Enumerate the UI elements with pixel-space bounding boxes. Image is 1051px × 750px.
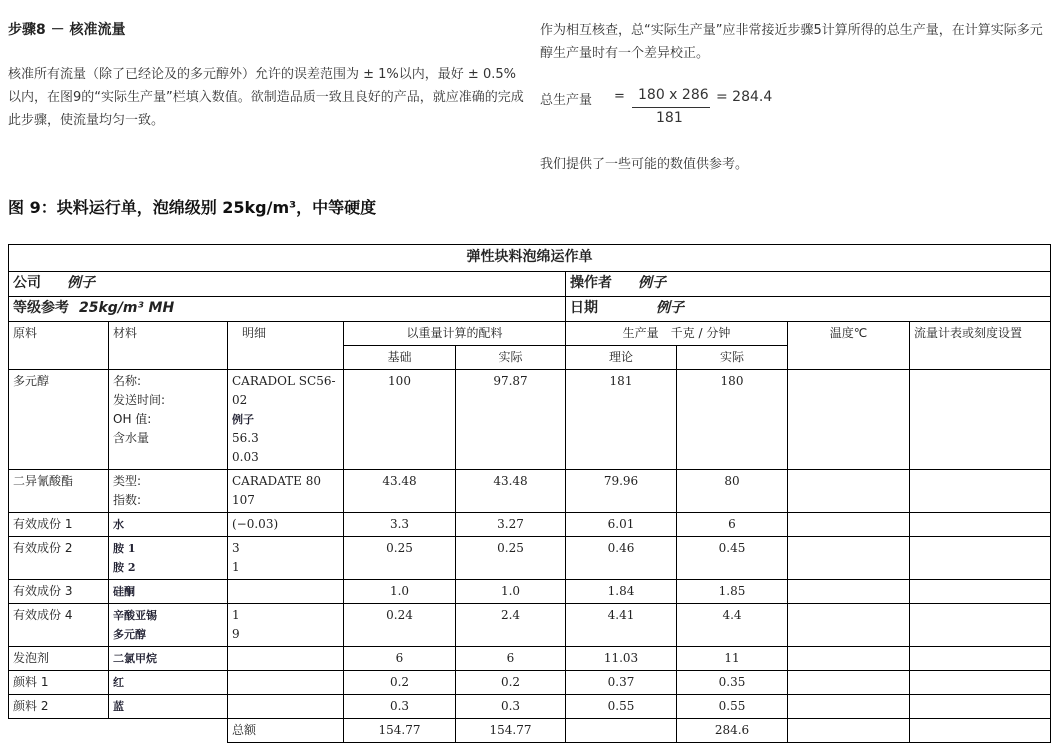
temperature-cell [788,671,910,695]
material-line: 含水量 [113,431,150,445]
total-actual: 154.77 [456,719,566,743]
grade-cell [9,297,566,322]
base-cell: 1.0 [344,580,456,604]
actual-output-cell: 1.85 [677,580,788,604]
base-cell: 43.48 [344,470,456,513]
grade-value: 25kg/m³ MH [79,300,175,316]
total-output-formula [540,86,840,130]
reference-note: 我们提供了一些可能的数值供参考。 [540,157,749,172]
table-row [9,580,1051,604]
theory-cell: 11.03 [566,647,677,671]
material-line: 胺 2 [113,561,136,574]
detail-line: (−0.03) [232,517,279,531]
total-temperature [788,719,910,743]
material-cell [109,470,228,513]
total-row [9,719,1051,743]
detail-cell [228,513,344,537]
raw-material-cell: 有效成份 1 [9,513,109,537]
temperature-cell [788,580,910,604]
formula-numerator: 180 x 286 [638,87,709,103]
material-cell [109,580,228,604]
material-cell [109,513,228,537]
blank-cell [109,719,228,743]
detail-line: CARADATE 80 [232,474,322,488]
actual-cell: 6 [456,647,566,671]
detail-cell [228,604,344,647]
detail-cell [228,671,344,695]
material-line: 胺 1 [113,542,136,555]
base-cell: 3.3 [344,513,456,537]
table-row [9,370,1051,470]
theory-cell: 1.84 [566,580,677,604]
theory-cell: 6.01 [566,513,677,537]
actual-cell: 0.25 [456,537,566,580]
actual-cell: 43.48 [456,470,566,513]
theory-cell: 0.46 [566,537,677,580]
table-row [9,470,1051,513]
theory-cell: 4.41 [566,604,677,647]
detail-line: 56.3 [232,431,259,445]
detail-line: 1 [232,560,240,574]
raw-material-cell: 颜料 2 [9,695,109,719]
material-line: 类型: [113,474,142,488]
temperature-cell [788,604,910,647]
actual-output-cell: 6 [677,513,788,537]
fraction-bar [632,107,710,108]
raw-material-cell: 有效成份 4 [9,604,109,647]
theory-cell: 79.96 [566,470,677,513]
table-row [9,513,1051,537]
formula-equals: = [614,89,625,104]
raw-material-cell: 发泡剂 [9,647,109,671]
theory-cell: 181 [566,370,677,470]
meter-setting-cell [910,604,1051,647]
detail-line: CARADOL SC56-02 [232,374,336,407]
temperature-cell [788,537,910,580]
raw-material-cell: 有效成份 2 [9,537,109,580]
company-label: 公司 [13,275,41,291]
total-actual-output: 284.6 [677,719,788,743]
actual-output-cell: 0.45 [677,537,788,580]
actual-cell: 0.3 [456,695,566,719]
detail-line: 3 [232,541,240,555]
base-cell: 6 [344,647,456,671]
detail-cell [228,370,344,470]
header-base: 基础 [344,346,456,370]
material-cell [109,671,228,695]
table-row [9,604,1051,647]
table-row [9,671,1051,695]
calibration-paragraph: 核准所有流量（除了已经论及的多元醇外）允许的误差范围为 ± 1%以内，最好 ± 0.5%以内，在图9的“实际生产量”栏填入数值。欲制造品质一致且良好的产品，就应准确的完成此步骤，使流量均匀一致。 [8,67,524,128]
material-line: 发送时间: [113,393,166,407]
temperature-cell [788,695,910,719]
base-cell: 0.2 [344,671,456,695]
detail-line: 0.03 [232,450,259,464]
total-label: 总额 [228,719,344,743]
meter-setting-cell [910,513,1051,537]
material-line: 多元醇 [113,628,146,641]
table-row [9,647,1051,671]
actual-output-cell: 11 [677,647,788,671]
detail-line: 107 [232,493,255,507]
temperature-cell [788,513,910,537]
figure-title: 图 9：块料运行单，泡绵级别 25kg/m³，中等硬度 [8,198,377,217]
column-header-row [9,322,1051,346]
material-cell [109,695,228,719]
header-temp: 温度℃ [788,322,910,370]
theory-cell: 0.37 [566,671,677,695]
actual-output-cell: 0.55 [677,695,788,719]
actual-output-cell: 0.35 [677,671,788,695]
total-base: 154.77 [344,719,456,743]
material-line: 辛酸亚锡 [113,609,157,622]
formula-label: 总生产量 [540,93,593,108]
block-run-sheet [8,244,1051,743]
meter-setting-cell [910,537,1051,580]
company-cell [9,272,566,297]
raw-material-cell: 颜料 1 [9,671,109,695]
company-row [9,272,1051,297]
actual-cell: 2.4 [456,604,566,647]
header-detail: 明细 [228,322,344,370]
base-cell: 100 [344,370,456,470]
detail-line: 例子 [232,413,254,426]
header-output: 生产量 千克 / 分钟 [566,322,788,346]
detail-cell [228,470,344,513]
material-line: 指数: [113,493,142,507]
company-value: 例子 [67,275,95,291]
theory-cell: 0.55 [566,695,677,719]
operator-value: 例子 [638,275,666,291]
meter-setting-cell [910,695,1051,719]
actual-output-cell: 4.4 [677,604,788,647]
blank-cell [9,719,109,743]
meter-setting-cell [910,580,1051,604]
detail-line: 9 [232,627,240,641]
sheet-title: 弹性块料泡绵运作单 [9,245,1051,272]
operator-cell [566,272,1051,297]
table-row [9,537,1051,580]
table-row [9,695,1051,719]
formula-denominator: 181 [656,110,683,126]
total-meter [910,719,1051,743]
material-cell [109,604,228,647]
actual-cell: 97.87 [456,370,566,470]
meter-setting-cell [910,370,1051,470]
detail-cell [228,580,344,604]
material-line: 红 [113,676,124,689]
header-actual: 实际 [456,346,566,370]
temperature-cell [788,470,910,513]
temperature-cell [788,647,910,671]
detail-cell [228,695,344,719]
meter-setting-cell [910,647,1051,671]
material-line: OH 值: [113,412,152,426]
header-material: 材料 [109,322,228,370]
raw-material-cell: 二异氰酸酯 [9,470,109,513]
date-value: 例子 [656,300,684,316]
detail-cell [228,537,344,580]
raw-material-cell: 有效成份 3 [9,580,109,604]
material-cell [109,370,228,470]
material-line: 水 [113,518,124,531]
formula-result: = 284.4 [716,89,773,105]
actual-cell: 3.27 [456,513,566,537]
temperature-cell [788,370,910,470]
actual-cell: 1.0 [456,580,566,604]
detail-line: 1 [232,608,240,622]
material-cell [109,647,228,671]
material-line: 名称: [113,374,142,388]
actual-output-cell: 80 [677,470,788,513]
header-meter: 流量计表或刻度设置 [910,322,1051,370]
actual-output-cell: 180 [677,370,788,470]
grade-row [9,297,1051,322]
material-cell [109,537,228,580]
raw-material-cell: 多元醇 [9,370,109,470]
header-raw: 原料 [9,322,109,370]
actual-cell: 0.2 [456,671,566,695]
operator-label: 操作者 [570,275,612,291]
total-theory [566,719,677,743]
step-title: 步骤8 － 核准流量 [8,22,126,38]
header-theory: 理论 [566,346,677,370]
date-label: 日期 [570,300,598,316]
material-line: 蓝 [113,700,124,713]
base-cell: 0.24 [344,604,456,647]
cross-check-paragraph: 作为相互核查，总“实际生产量”应非常接近步骤5计算所得的总生产量，在计算实际多元醇生产量时有一个差异校正。 [540,23,1043,61]
base-cell: 0.25 [344,537,456,580]
header-formula-by-weight: 以重量计算的配料 [344,322,566,346]
meter-setting-cell [910,671,1051,695]
material-line: 硅酮 [113,585,135,598]
base-cell: 0.3 [344,695,456,719]
material-line: 二氯甲烷 [113,652,157,665]
grade-label: 等级参考 [13,300,69,316]
date-cell [566,297,1051,322]
header-actual-output: 实际 [677,346,788,370]
meter-setting-cell [910,470,1051,513]
detail-cell [228,647,344,671]
